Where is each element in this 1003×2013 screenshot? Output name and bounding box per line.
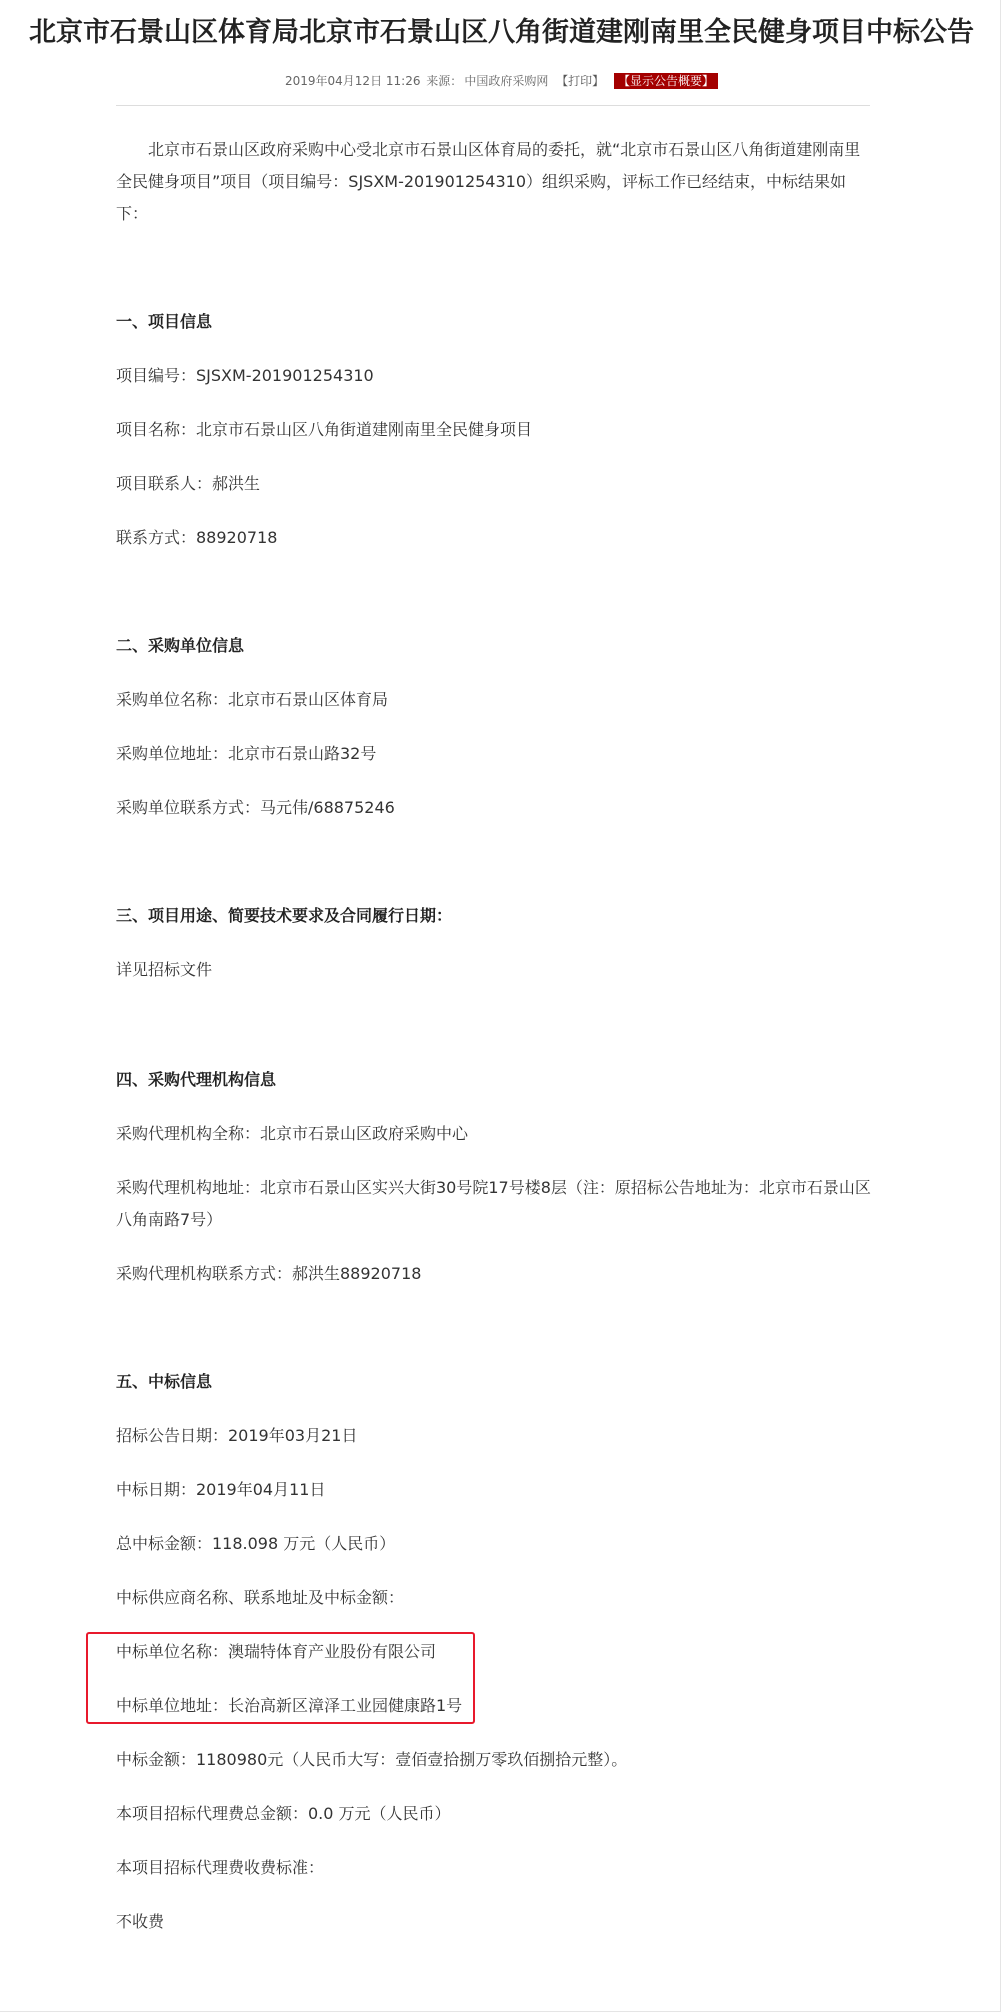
section-heading-award: 五、中标信息 <box>116 1372 213 1391</box>
award-date: 中标日期：2019年04月11日 <box>116 1480 326 1499</box>
supplier-label: 中标供应商名称、联系地址及中标金额： <box>116 1588 405 1607</box>
section-heading-requirements: 三、项目用途、简要技术要求及合同履行日期： <box>116 906 453 925</box>
agency-fee-total: 本项目招标代理费总金额：0.0 万元（人民币） <box>116 1804 451 1823</box>
winner-amount: 中标金额：1180980元（人民币大写：壹佰壹拾捌万零玖佰捌拾元整）。 <box>116 1750 628 1769</box>
notice-date: 招标公告日期：2019年03月21日 <box>116 1426 358 1445</box>
project-number: 项目编号：SJSXM-201901254310 <box>116 366 374 385</box>
winner-name: 中标单位名称：澳瑞特体育产业股份有限公司 <box>116 1642 437 1661</box>
agency-fee-standard: 本项目招标代理费收费标准： <box>116 1858 325 1877</box>
purchaser-name: 采购单位名称：北京市石景山区体育局 <box>116 690 389 709</box>
section-heading-agency: 四、采购代理机构信息 <box>116 1070 277 1089</box>
print-link[interactable]: 【打印】 <box>556 74 605 88</box>
section-heading-project-info: 一、项目信息 <box>116 312 213 331</box>
winner-highlight-box <box>86 1632 475 1724</box>
publish-date: 2019年04月12日 11:26 <box>284 74 421 88</box>
article-title: 北京市石景山区体育局北京市石景山区八角街道建刚南里全民健身项目中标公告 <box>29 17 974 48</box>
article-meta <box>0 72 1003 89</box>
purchaser-contact: 采购单位联系方式：马元伟/68875246 <box>116 798 395 817</box>
section-heading-purchaser: 二、采购单位信息 <box>116 636 245 655</box>
agency-contact: 采购代理机构联系方式：郝洪生88920718 <box>116 1264 422 1283</box>
source-label: 来源： <box>426 74 463 88</box>
agency-address: 采购代理机构地址：北京市石景山区实兴大街30号院17号楼8层（注：原招标公告地址为：北京市石景山区八角南路7号） <box>116 1178 871 1229</box>
no-fee-text: 不收费 <box>116 1912 165 1931</box>
intro-paragraph: 北京市石景山区政府采购中心受北京市石景山区体育局的委托，就“北京市石景山区八角街道建刚南里全民健身项目”项目（项目编号：SJSXM-201901254310）组织采购，评标工作已经结束，中标结果如下： <box>116 140 861 223</box>
title-divider <box>116 105 870 106</box>
project-name: 项目名称：北京市石景山区八角街道建刚南里全民健身项目 <box>116 420 533 439</box>
show-summary-button[interactable]: 【显示公告概要】 <box>614 73 718 89</box>
agency-name: 采购代理机构全称：北京市石景山区政府采购中心 <box>116 1124 469 1143</box>
total-award-amount: 总中标金额：118.098 万元（人民币） <box>116 1534 396 1553</box>
requirements-text: 详见招标文件 <box>116 960 213 979</box>
source-name[interactable]: 中国政府采购网 <box>464 74 549 88</box>
project-contact: 项目联系人：郝洪生 <box>116 474 261 493</box>
project-phone: 联系方式：88920718 <box>116 528 278 547</box>
winner-address: 中标单位地址：长治高新区漳泽工业园健康路1号 <box>116 1696 463 1715</box>
purchaser-address: 采购单位地址：北京市石景山路32号 <box>116 744 377 763</box>
